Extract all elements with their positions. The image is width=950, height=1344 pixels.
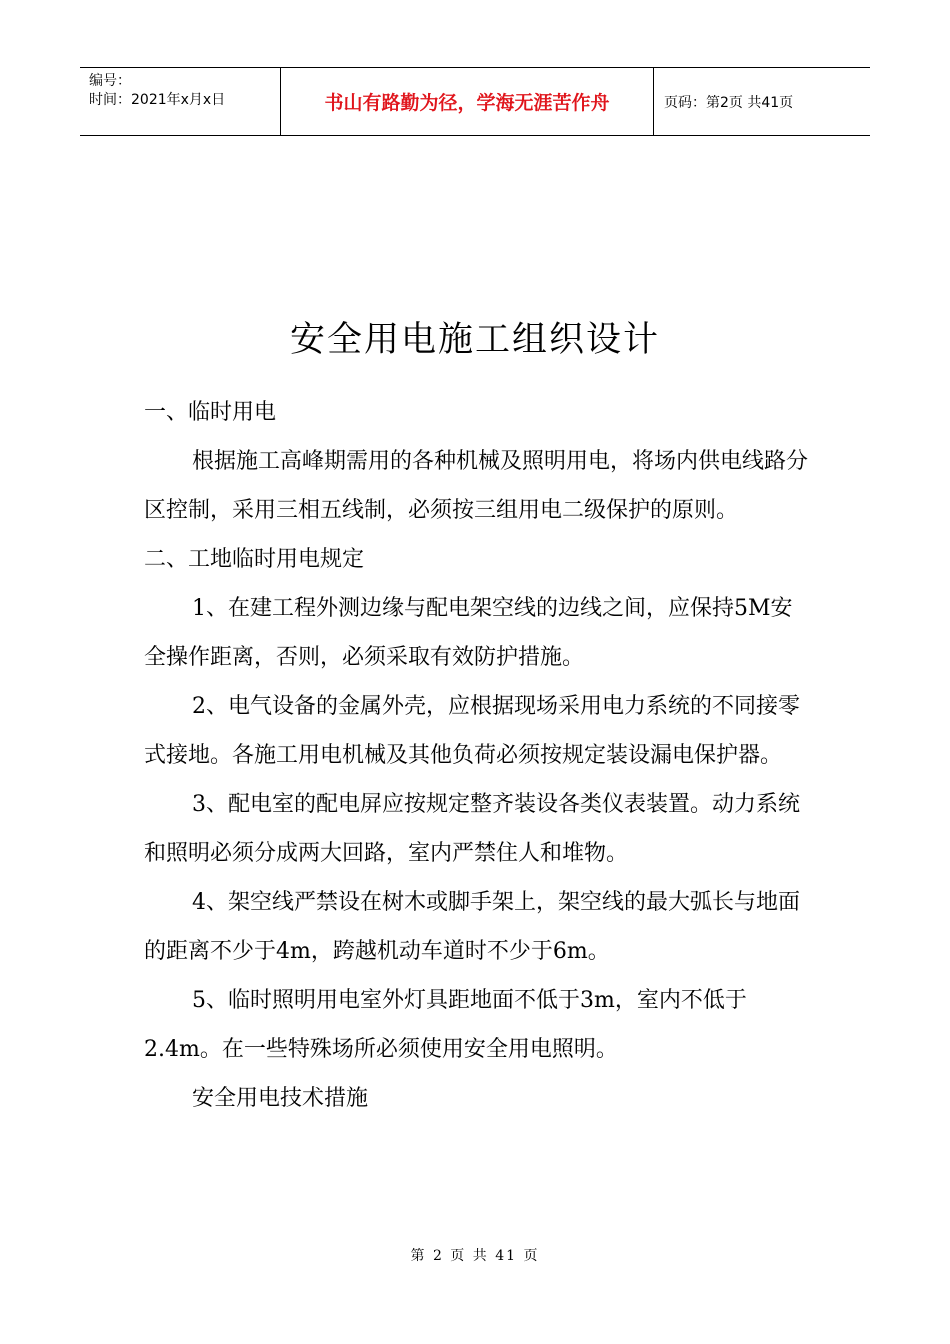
paragraph: 根据施工高峰期需用的各种机械及照明用电，将场内供电线路分区控制，采用三相五线制，必须按三组用电二级保护的原则。	[144, 449, 809, 523]
rule-item-1: 1、在建工程外测边缘与配电架空线的边线之间，应保持5M安全操作距离，否则，必须采取有效防护措施。	[144, 596, 793, 670]
header-slogan-cell	[281, 68, 654, 135]
document-number-label: 编号：	[89, 73, 131, 89]
header-slogan: 书山有路勤为径，学海无涯苦作舟	[324, 92, 610, 114]
header-page-cell	[654, 68, 870, 135]
header-table	[80, 67, 870, 136]
header-page-info: 页码：第2页 共41页	[664, 94, 794, 111]
rule-item-4: 4、架空线严禁设在树木或脚手架上，架空线的最大弧长与地面的距离不少于4m，跨越机动车道时不少于6m。	[144, 890, 800, 964]
subsection-heading: 安全用电技术措施	[192, 1086, 369, 1111]
document-body	[144, 388, 810, 1123]
rule-item-3: 3、配电室的配电屏应按规定整齐装设各类仪表装置。动力系统和照明必须分成两大回路，室内严禁住人和堆物。	[144, 792, 800, 866]
section-heading-2: 二、工地临时用电规定	[144, 547, 365, 572]
rule-item-5: 5、临时照明用电室外灯具距地面不低于3m，室内不低于2.4m。在一些特殊场所必须使用安全用电照明。	[144, 988, 747, 1062]
header-meta-cell	[80, 68, 281, 135]
document-time-label: 时间：2021年x月x日	[89, 92, 226, 108]
rule-item-2: 2、电气设备的金属外壳，应根据现场采用电力系统的不同接零式接地。各施工用电机械及其他负荷必须按规定装设漏电保护器。	[144, 694, 800, 768]
section-heading-1: 一、临时用电	[144, 400, 277, 425]
document-title: 安全用电施工组织设计	[289, 320, 660, 360]
page-footer: 第 2 页 共 41 页	[410, 1248, 540, 1264]
